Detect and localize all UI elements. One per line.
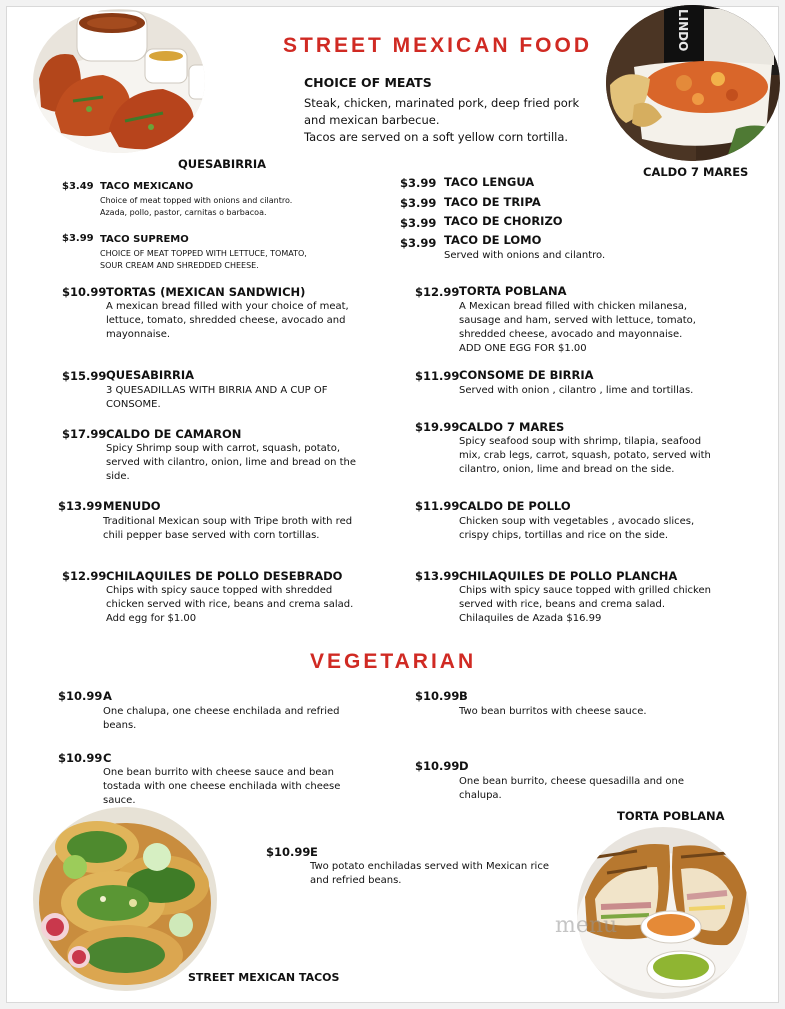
choice-of-meats-title: CHOICE OF MEATS: [304, 75, 432, 90]
veg-c-name: C: [103, 751, 112, 765]
taco-tripa-price: $3.99: [400, 196, 437, 210]
veg-e-desc: Two potato enchiladas served with Mexican rice and refried beans.: [310, 861, 549, 886]
caldo-pollo-name: CALDO DE POLLO: [459, 499, 571, 513]
menudo-price: $13.99: [58, 499, 103, 513]
vegetarian-title: VEGETARIAN: [310, 650, 477, 673]
taco-lomo-name: TACO DE LOMO: [444, 233, 542, 247]
torta-poblana-name: TORTA POBLANA: [459, 284, 567, 298]
caldo-camaron-price: $17.99: [62, 427, 107, 441]
tortas-desc: A mexican bread filled with your choice of meat, lettuce, tomato, shredded cheese, avocado and mayonnaise.: [106, 301, 349, 340]
chilaquiles-desebrado-price: $12.99: [62, 569, 107, 583]
street-tacos-photo: [33, 807, 217, 991]
chilaquiles-plancha-price: $13.99: [415, 569, 460, 583]
veg-e-name: E: [310, 845, 318, 859]
consome-birria-price: $11.99: [415, 369, 460, 383]
taco-chorizo-price: $3.99: [400, 216, 437, 230]
caldo-7-mares-caption: CALDO 7 MARES: [643, 165, 749, 179]
street-tacos-caption: STREET MEXICAN TACOS: [188, 971, 340, 984]
consome-birria-name: CONSOME DE BIRRIA: [459, 368, 594, 382]
caldo-camaron-desc: Spicy Shrimp soup with carrot, squash, potato, served with cilantro, onion, lime and bread on the side.: [106, 443, 357, 482]
chilaquiles-desebrado-name: CHILAQUILES DE POLLO DESEBRADO: [106, 569, 343, 583]
caldo-7-mares-price: $19.99: [415, 420, 460, 434]
caldo-7-mares-desc: Spicy seafood soup with shrimp, tilapia, seafood mix, crab legs, carrot, squash, potato, served with cilantro, onion, lime and bread on the side.: [459, 436, 711, 475]
taco-supremo-price: $3.99: [62, 233, 94, 244]
caldo-camaron-name: CALDO DE CAMARON: [106, 427, 242, 441]
quesabirria-caption: QUESABIRRIA: [178, 157, 267, 171]
veg-a-price: $10.99: [58, 689, 103, 703]
taco-lengua-name: TACO LENGUA: [444, 175, 535, 189]
quesabirria-desc: 3 QUESADILLAS WITH BIRRIA AND A CUP OF CONSOME.: [106, 385, 328, 410]
torta-poblana-price: $12.99: [415, 285, 460, 299]
caldo-pollo-price: $11.99: [415, 499, 460, 513]
quesabirria-price: $15.99: [62, 369, 107, 383]
menu-title: STREET MEXICAN FOOD: [283, 34, 593, 57]
menudo-desc: Traditional Mexican soup with Tripe broth with red chili pepper base served with corn tortillas.: [103, 516, 353, 541]
menudo-name: MENUDO: [103, 499, 161, 513]
veg-b-desc: Two bean burritos with cheese sauce.: [459, 706, 647, 717]
taco-lomo-price: $3.99: [400, 236, 437, 250]
taco-mexicano-desc: Choice of meat topped with onions and cilantro. Azada, pollo, pastor, carnitas o barbacoa.: [100, 196, 293, 217]
veg-b-price: $10.99: [415, 689, 460, 703]
veg-b-name: B: [459, 689, 468, 703]
taco-chorizo-name: TACO DE CHORIZO: [444, 214, 563, 228]
chilaquiles-plancha-desc: Chips with spicy sauce topped with grilled chicken served with rice, beans and crema salad. Chilaquiles de Azada $16.99: [459, 585, 711, 624]
veg-d-name: D: [459, 759, 469, 773]
choice-of-meats-text: Steak, chicken, marinated pork, deep fried pork and mexican barbecue. Tacos are served on a soft yellow corn tortilla.: [304, 96, 580, 144]
consome-birria-desc: Served with onion , cilantro , lime and tortillas.: [459, 385, 694, 396]
tortas-price: $10.99: [62, 285, 107, 299]
veg-d-price: $10.99: [415, 759, 460, 773]
caldo-pollo-desc: Chicken soup with vegetables , avocado slices, crispy chips, tortillas and rice on the side.: [459, 516, 695, 541]
veg-a-name: A: [103, 689, 112, 703]
taco-mexicano-name: TACO MEXICANO: [100, 181, 194, 192]
taco-lengua-price: $3.99: [400, 176, 437, 190]
tortas-name: TORTAS (MEXICAN SANDWICH): [106, 285, 306, 299]
taco-supremo-name: TACO SUPREMO: [100, 234, 189, 245]
veg-a-desc: One chalupa, one cheese enchilada and refried beans.: [103, 706, 340, 731]
veg-e-price: $10.99: [266, 845, 311, 859]
veg-c-desc: One bean burrito with cheese sauce and bean tostada with one cheese enchilada with cheese sauce.: [103, 767, 341, 806]
watermark: menu: [555, 913, 618, 938]
caldo-7-mares-name: CALDO 7 MARES: [459, 420, 565, 434]
lindo-sign: LINDO: [676, 9, 690, 52]
quesabirria-photo: [33, 9, 205, 153]
quesabirria-name: QUESABIRRIA: [106, 368, 195, 382]
caldo-7-mares-photo: [606, 5, 780, 161]
tacos-served-note: Served with onions and cilantro.: [444, 250, 606, 261]
veg-d-desc: One bean burrito, cheese quesadilla and one chalupa.: [459, 776, 685, 801]
taco-supremo-desc: CHOICE OF MEAT TOPPED WITH LETTUCE, TOMATO, SOUR CREAM AND SHREDDED CHEESE.: [100, 249, 307, 270]
veg-c-price: $10.99: [58, 751, 103, 765]
chilaquiles-desebrado-desc: Chips with spicy sauce topped with shredded chicken served with rice, beans and crema salad. Add egg for $1.00: [106, 585, 354, 624]
chilaquiles-plancha-name: CHILAQUILES DE POLLO PLANCHA: [459, 569, 678, 583]
menu-page: [6, 6, 779, 1003]
torta-poblana-desc: A Mexican bread filled with chicken milanesa, sausage and ham, served with lettuce, tomato, shredded cheese, avocado and mayonnaise. ADD ONE EGG FOR $1.00: [459, 301, 696, 354]
torta-poblana-caption: TORTA POBLANA: [617, 809, 725, 823]
taco-mexicano-price: $3.49: [62, 181, 94, 192]
taco-tripa-name: TACO DE TRIPA: [444, 195, 541, 209]
